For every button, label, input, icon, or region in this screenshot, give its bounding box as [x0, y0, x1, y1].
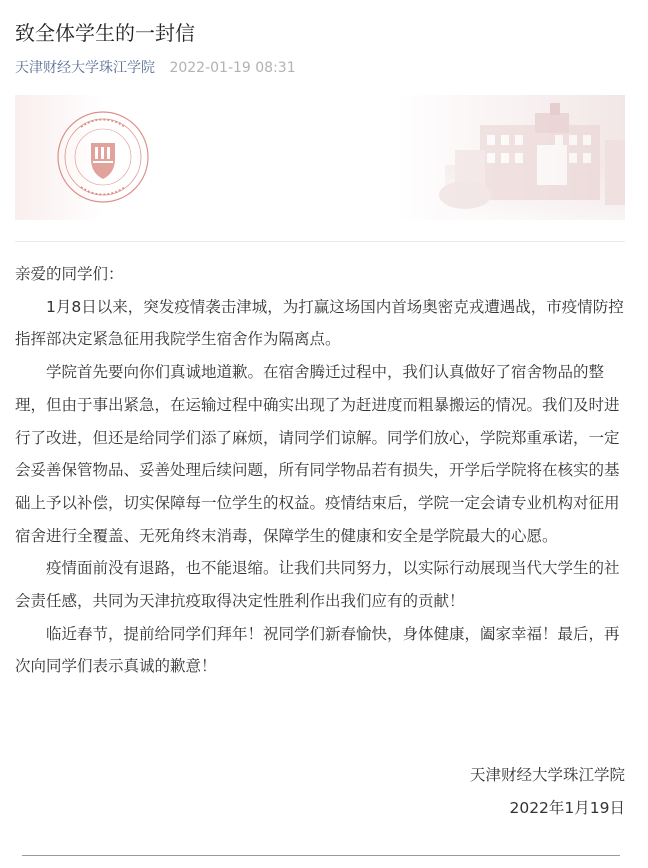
article-title: 致全体学生的一封信 — [15, 21, 195, 45]
article-meta — [15, 58, 296, 78]
school-seal-and-campus-building-icon — [15, 95, 625, 220]
account-name-link[interactable]: 天津财经大学珠江学院 — [15, 60, 155, 76]
letter-paragraph: 疫情面前没有退路，也不能退缩。让我们共同努力，以实际行动展现当代大学生的社会责任感，共同为天津抗疫取得决定性胜利作出我们应有的贡献！ — [15, 559, 620, 611]
letter-paragraph: 学院首先要向你们真诚地道歉。在宿舍腾迁过程中，我们认真做好了宿舍物品的整理，但由于事出紧急，在运输过程中确实出现了为赶进度而粗暴搬运的情况。我们及时进行了改进，但还是给同学们添了麻烦，请同学们谅解。同学们放心，学院郑重承诺，一定会妥善保管物品、妥善处理后续问题，所有同学物品若有损失，开学后学院将在核实的基础上予以补偿，切实保障每一位学生的权益。疫情结束后，学院一定会请专业机构对征用宿舍进行全覆盖、无死角终末消毒，保障学生的健康和安全是学院最大的心愿。 — [15, 363, 620, 545]
letter-greeting: 亲爱的同学们： — [15, 265, 124, 283]
publish-time: 2022-01-19 08:31 — [169, 60, 296, 76]
bottom-divider — [22, 855, 620, 856]
signature-date: 2022年1月19日 — [509, 799, 625, 817]
letter-paragraph: 临近春节，提前给同学们拜年！祝同学们新春愉快，身体健康，阖家幸福！最后，再次向同学们表示真诚的歉意！ — [15, 624, 620, 676]
letter-body — [15, 258, 627, 683]
signature-org: 天津财经大学珠江学院 — [469, 766, 625, 784]
banner-image — [15, 95, 625, 220]
letter-paragraph: 1月8日以来，突发疫情袭击津城，为打赢这场国内首场奥密克戎遭遇战，市疫情防控指挥部决定紧急征用我院学生宿舍作为隔离点。 — [15, 297, 624, 349]
banner-divider — [15, 241, 625, 242]
